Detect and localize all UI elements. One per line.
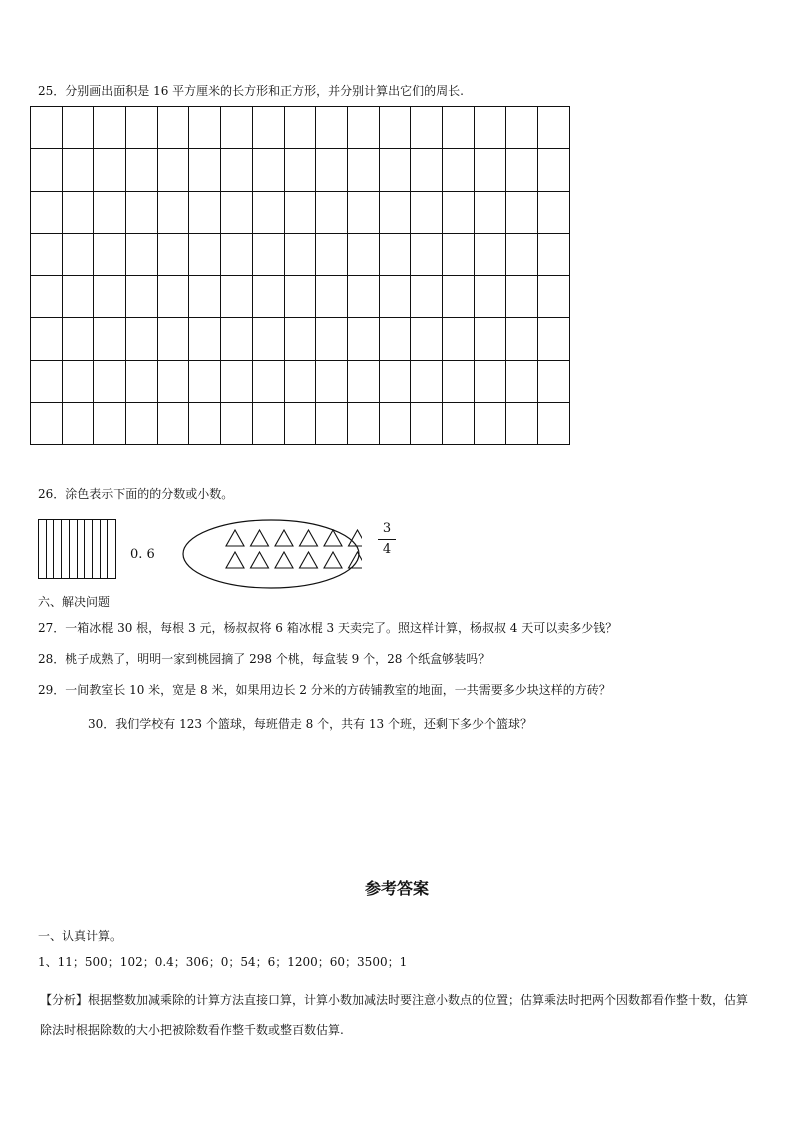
- grid-cell: [347, 191, 379, 233]
- analysis-tag: 【分析】: [40, 993, 89, 1007]
- grid-cell: [94, 403, 126, 445]
- grid-cell: [411, 233, 443, 275]
- question-28: [38, 651, 490, 667]
- grid-row: [31, 360, 570, 402]
- grid-cell: [442, 107, 474, 149]
- grid-cell: [221, 360, 253, 402]
- grid-cell: [221, 149, 253, 191]
- grid-cell: [189, 233, 221, 275]
- grid-row: [31, 149, 570, 191]
- grid-cell: [347, 318, 379, 360]
- grid-cell: [347, 276, 379, 318]
- grid-cell: [94, 149, 126, 191]
- grid-row: [31, 276, 570, 318]
- grid-cell: [442, 276, 474, 318]
- grid-cell: [221, 191, 253, 233]
- question-29: [38, 682, 611, 698]
- grid-cell: [411, 107, 443, 149]
- grid-cell: [126, 149, 158, 191]
- triangle-shape: [275, 552, 293, 568]
- grid-cell: [252, 233, 284, 275]
- grid-cell: [31, 107, 63, 149]
- question-26: [38, 486, 233, 502]
- grid-cell: [506, 403, 538, 445]
- question-text: 涂色表示下面的的分数或小数。: [65, 487, 234, 501]
- grid-cell: [379, 276, 411, 318]
- question-text: 分别画出面积是 16 平方厘米的长方形和正方形，并分别计算出它们的周长.: [65, 84, 464, 98]
- grid-cell: [284, 233, 316, 275]
- grid-cell: [189, 360, 221, 402]
- grid-cell: [126, 233, 158, 275]
- grid-cell: [506, 318, 538, 360]
- grid-cell: [157, 318, 189, 360]
- bar-strip: [93, 520, 101, 578]
- grid-cell: [538, 191, 570, 233]
- grid-cell: [62, 318, 94, 360]
- fraction-bar: [378, 539, 396, 540]
- triangle-shape: [226, 552, 244, 568]
- triangle-shape: [300, 552, 318, 568]
- grid-cell: [316, 149, 348, 191]
- grid-cell: [252, 318, 284, 360]
- grid-cell: [189, 191, 221, 233]
- grid-cell: [157, 191, 189, 233]
- grid-cell: [157, 360, 189, 402]
- bar-strip: [108, 520, 115, 578]
- grid-cell: [221, 318, 253, 360]
- grid-cell: [126, 360, 158, 402]
- grid-cell: [347, 149, 379, 191]
- grid-cell: [316, 233, 348, 275]
- triangle-shape: [251, 530, 269, 546]
- grid-cell: [157, 107, 189, 149]
- grid-cell: [474, 107, 506, 149]
- bar-strip: [54, 520, 62, 578]
- grid-cell: [62, 403, 94, 445]
- grid-cell: [474, 276, 506, 318]
- grid-cell: [284, 107, 316, 149]
- question-27: [38, 620, 617, 636]
- grid-row: [31, 191, 570, 233]
- grid-cell: [284, 403, 316, 445]
- grid-cell: [411, 276, 443, 318]
- bar-strip: [39, 520, 47, 578]
- grid-cell: [316, 360, 348, 402]
- grid-cell: [379, 107, 411, 149]
- grid-cell: [506, 276, 538, 318]
- triangle-shape: [324, 552, 342, 568]
- grid-cell: [126, 318, 158, 360]
- bar-strip: [85, 520, 93, 578]
- grid-cell: [252, 191, 284, 233]
- grid-cell: [442, 318, 474, 360]
- grid-cell: [126, 403, 158, 445]
- grid-cell: [94, 233, 126, 275]
- grid-cell: [126, 191, 158, 233]
- grid-cell: [347, 233, 379, 275]
- answers-title: 参考答案: [364, 879, 429, 898]
- bar-strip: [70, 520, 78, 578]
- grid-cell: [442, 360, 474, 402]
- grid-cell: [316, 107, 348, 149]
- grid-cell: [189, 403, 221, 445]
- triangle-shape: [251, 552, 269, 568]
- grid-cell: [62, 149, 94, 191]
- grid-cell: [411, 360, 443, 402]
- grid-cell: [126, 107, 158, 149]
- triangle-shape: [226, 530, 244, 546]
- bar-strip: [78, 520, 86, 578]
- grid-cell: [31, 360, 63, 402]
- grid-cell: [284, 191, 316, 233]
- grid-cell: [506, 191, 538, 233]
- question-number: 27．: [38, 621, 66, 635]
- grid-cell: [157, 233, 189, 275]
- grid-cell: [379, 149, 411, 191]
- decimal-label: 0. 6: [130, 547, 155, 562]
- fraction-label: [378, 521, 396, 558]
- grid-cell: [506, 149, 538, 191]
- grid-cell: [31, 318, 63, 360]
- grid-cell: [252, 403, 284, 445]
- question-text: 桃子成熟了，明明一家到桃园摘了 298 个桃，每盒装 9 个，28 个纸盒够装吗？: [65, 652, 491, 666]
- grid-cell: [506, 107, 538, 149]
- analysis-block: [40, 985, 760, 1045]
- grid-cell: [284, 318, 316, 360]
- grid-cell: [221, 107, 253, 149]
- grid-cell: [474, 233, 506, 275]
- grid-cell: [31, 276, 63, 318]
- grid-cell: [284, 360, 316, 402]
- grid-cell: [31, 191, 63, 233]
- drawing-grid: [30, 106, 570, 445]
- grid-cell: [347, 403, 379, 445]
- grid-cell: [157, 149, 189, 191]
- question-text: 一箱冰棍 30 根，每根 3 元，杨叔叔将 6 箱冰棍 3 天卖完了。照这样计算，杨叔叔 4 天可以卖多少钱？: [65, 621, 618, 635]
- grid-cell: [538, 149, 570, 191]
- question-25: [38, 83, 464, 99]
- grid-cell: [474, 318, 506, 360]
- question-30: [88, 716, 532, 732]
- grid-cell: [474, 149, 506, 191]
- grid-cell: [538, 360, 570, 402]
- grid-cell: [442, 233, 474, 275]
- grid-cell: [316, 191, 348, 233]
- grid-cell: [94, 276, 126, 318]
- grid-row: [31, 403, 570, 445]
- grid-row: [31, 318, 570, 360]
- bar-strip: [101, 520, 109, 578]
- grid-cell: [31, 403, 63, 445]
- grid-cell: [411, 403, 443, 445]
- grid-cell: [62, 276, 94, 318]
- grid-cell: [474, 191, 506, 233]
- grid-cell: [31, 233, 63, 275]
- grid-row: [31, 233, 570, 275]
- grid-cell: [62, 233, 94, 275]
- grid-cell: [379, 191, 411, 233]
- grid-cell: [538, 403, 570, 445]
- grid-cell: [442, 149, 474, 191]
- grid-cell: [284, 276, 316, 318]
- grid-cell: [221, 403, 253, 445]
- grid-cell: [94, 191, 126, 233]
- triangle-oval-figure: [180, 516, 362, 592]
- grid-cell: [411, 191, 443, 233]
- grid-cell: [126, 276, 158, 318]
- bar-strip: [47, 520, 55, 578]
- decimal-bar-figure: [38, 519, 116, 579]
- question-text: 我们学校有 123 个篮球，每班借走 8 个，共有 13 个班，还剩下多少个篮球？: [115, 717, 532, 731]
- grid-cell: [538, 233, 570, 275]
- grid-cell: [62, 191, 94, 233]
- grid-cell: [538, 318, 570, 360]
- grid-cell: [221, 233, 253, 275]
- grid-cell: [506, 233, 538, 275]
- section-title: 六、解决问题: [38, 595, 111, 609]
- grid-cell: [411, 149, 443, 191]
- grid-row: [31, 107, 570, 149]
- grid-cell: [252, 360, 284, 402]
- bar-strip: [62, 520, 70, 578]
- grid-cell: [316, 318, 348, 360]
- grid-cell: [62, 360, 94, 402]
- grid-cell: [252, 149, 284, 191]
- question-number: 25．: [38, 84, 66, 98]
- grid-cell: [189, 318, 221, 360]
- analysis-text: 根据整数加减乘除的计算方法直接口算，计算小数加减法时要注意小数点的位置；估算乘法时把两个因数都看作整十数，估算除法时根据除数的大小把被除数看作整千数或整百数估算.: [40, 993, 749, 1037]
- grid-cell: [474, 360, 506, 402]
- grid-cell: [189, 107, 221, 149]
- fraction-numerator: 3: [382, 521, 392, 536]
- grid-cell: [252, 107, 284, 149]
- answers-section-heading: 一、认真计算。: [38, 929, 123, 943]
- grid-cell: [442, 191, 474, 233]
- question-text: 一间教室长 10 米，宽是 8 米，如果用边长 2 分米的方砖铺教室的地面，一共需要多少块这样的方砖？: [65, 683, 611, 697]
- triangle-shape: [275, 530, 293, 546]
- grid-cell: [379, 318, 411, 360]
- grid-cell: [94, 360, 126, 402]
- grid-cell: [221, 276, 253, 318]
- grid-cell: [316, 403, 348, 445]
- grid-cell: [31, 149, 63, 191]
- grid-cell: [538, 276, 570, 318]
- grid-cell: [157, 403, 189, 445]
- question-number: 26．: [38, 487, 66, 501]
- grid-cell: [442, 403, 474, 445]
- grid-cell: [284, 149, 316, 191]
- grid-cell: [252, 276, 284, 318]
- triangle-shape: [300, 530, 318, 546]
- question-number: 29．: [38, 683, 66, 697]
- answer-line-1: 1、11；500；102；0.4；306；0；54；6；1200；60；3500；1: [38, 955, 408, 969]
- grid-cell: [411, 318, 443, 360]
- grid-cell: [189, 149, 221, 191]
- fraction-denominator: 4: [382, 542, 392, 557]
- grid-cell: [506, 360, 538, 402]
- grid-cell: [62, 107, 94, 149]
- grid-cell: [157, 276, 189, 318]
- triangle-shape: [349, 552, 363, 568]
- grid-cell: [379, 233, 411, 275]
- question-number: 30．: [88, 717, 116, 731]
- question-number: 28．: [38, 652, 66, 666]
- grid-cell: [379, 403, 411, 445]
- grid-cell: [379, 360, 411, 402]
- grid-cell: [474, 403, 506, 445]
- grid-cell: [316, 276, 348, 318]
- grid-cell: [94, 318, 126, 360]
- grid-cell: [189, 276, 221, 318]
- grid-cell: [538, 107, 570, 149]
- grid-cell: [347, 107, 379, 149]
- grid-cell: [347, 360, 379, 402]
- grid-cell: [94, 107, 126, 149]
